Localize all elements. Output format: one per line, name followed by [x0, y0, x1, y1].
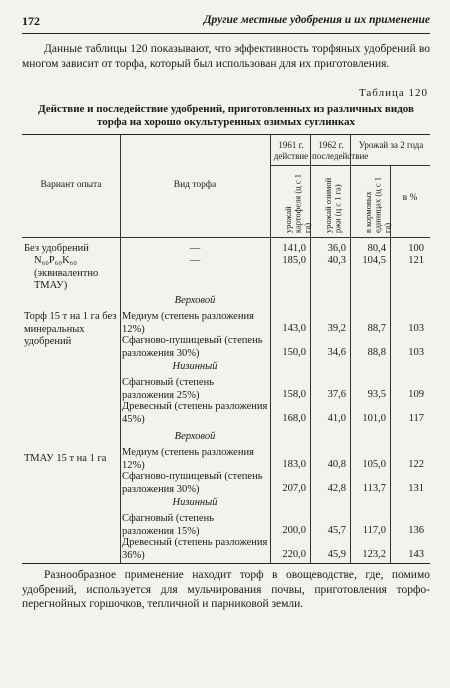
peat-type: Медиум (степень разложения 12%)	[122, 447, 254, 471]
col-header-percent: в %	[402, 193, 418, 203]
value-percent: 103	[408, 323, 424, 334]
value-potato: 158,0	[282, 389, 306, 400]
col-header-feed-units: в кормовых единицах (ц с 1 га)	[363, 177, 392, 233]
value-feed-units: 88,8	[367, 347, 386, 358]
peat-type: Сфагновый (степень разложения 15%)	[122, 513, 214, 537]
variant-label: Без удобрений	[24, 243, 89, 254]
value-rye: 42,8	[327, 483, 346, 494]
col-header-potato: урожай картофеля (ц с 1 га)	[283, 174, 312, 233]
running-title: Другие местные удобрения и их применение	[203, 14, 430, 26]
value-feed-units: 93,5	[367, 389, 386, 400]
table-caption: Действие и последействие удобрений, приготовленных из различных видов торфа на хорошо окультуренных озимых суглинках	[38, 103, 414, 128]
value-percent: 143	[408, 549, 424, 560]
header-rule	[22, 33, 430, 34]
value-rye: 45,7	[327, 525, 346, 536]
peat-type: Древесный (степень разложения 45%)	[122, 401, 268, 425]
data-table	[22, 134, 430, 564]
closing-paragraph: Разнообразное применение находит торф в овощеводстве, где, помимо удобрений, используется для мульчирования почвы, приготовления торфо-перегнойных горшочков, тепличной и парниковой земли.	[22, 569, 430, 610]
value-potato: 185,0	[282, 255, 306, 266]
group-label: Низинный	[172, 361, 218, 372]
col-header-1961: 1961 г. действие	[273, 140, 309, 161]
table-label: Таблица 120	[358, 87, 428, 99]
peat-type: —	[189, 243, 201, 254]
value-percent: 117	[408, 413, 424, 424]
value-rye: 45,9	[327, 549, 346, 560]
value-percent: 136	[408, 525, 424, 536]
page-number: 172	[22, 14, 40, 28]
value-feed-units: 123,2	[362, 549, 386, 560]
col-header-peat: Вид торфа	[173, 180, 217, 190]
value-rye: 36,0	[327, 243, 346, 254]
value-percent: 122	[408, 459, 424, 470]
peat-type: Медиум (степень разложения 12%)	[122, 311, 254, 335]
value-rye: 40,8	[327, 459, 346, 470]
col-header-harvest: Урожай за 2 года	[358, 140, 424, 150]
col-header-variant: Вариант опыта	[40, 180, 102, 190]
group-label: Верховой	[174, 295, 216, 306]
value-percent: 121	[408, 255, 424, 266]
value-percent: 131	[408, 483, 424, 494]
value-potato: 207,0	[282, 483, 306, 494]
peat-type: Сфагново-пушицевый (степень разложения 30%)	[122, 335, 263, 359]
value-feed-units: 101,0	[362, 413, 386, 424]
peat-type: Древесный (степень разложения 36%)	[122, 537, 268, 561]
variant-label: ТМАУ 15 т на 1 га	[24, 453, 107, 464]
value-rye: 37,6	[327, 389, 346, 400]
peat-type: Сфагново-пушицевый (степень разложения 30%)	[122, 471, 263, 495]
value-percent: 103	[408, 347, 424, 358]
value-potato: 143,0	[282, 323, 306, 334]
value-feed-units: 80,4	[367, 243, 386, 254]
value-rye: 41,0	[327, 413, 346, 424]
value-rye: 34,6	[327, 347, 346, 358]
col-header-1962: 1962 г. последействие	[312, 140, 369, 161]
value-feed-units: 105,0	[362, 459, 386, 470]
value-feed-units: 113,7	[362, 483, 386, 494]
value-potato: 150,0	[282, 347, 306, 358]
value-potato: 141,0	[282, 243, 306, 254]
value-potato: 168,0	[282, 413, 306, 424]
value-percent: 100	[408, 243, 424, 254]
value-feed-units: 104,5	[362, 255, 386, 266]
variant-label: N₆₀P₆₀K₆₀ (эквивалентно ТМАУ)	[34, 255, 99, 291]
header-bottom-rule	[22, 237, 430, 238]
value-potato: 183,0	[282, 459, 306, 470]
col-divider	[270, 135, 271, 563]
peat-type: Сфагновый (степень разложения 25%)	[122, 377, 214, 401]
group-label: Низинный	[172, 497, 218, 508]
value-potato: 200,0	[282, 525, 306, 536]
peat-type: —	[189, 255, 201, 266]
col-divider	[350, 135, 351, 563]
col-header-rye: урожай озимой ржи (ц с 1 га)	[323, 177, 343, 233]
variant-label: Торф 15 т на 1 га без минеральных удобрений	[24, 311, 117, 347]
value-feed-units: 117,0	[362, 525, 386, 536]
value-rye: 39,2	[327, 323, 346, 334]
value-percent: 109	[408, 389, 424, 400]
group-label: Верховой	[174, 431, 216, 442]
value-potato: 220,0	[282, 549, 306, 560]
value-rye: 40,3	[327, 255, 346, 266]
page-header	[22, 14, 430, 30]
value-feed-units: 88,7	[367, 323, 386, 334]
intro-paragraph: Данные таблицы 120 показывают, что эффективность торфяных удобрений во многом зависит от торфа, который был использован для их приготовления.	[22, 43, 430, 70]
